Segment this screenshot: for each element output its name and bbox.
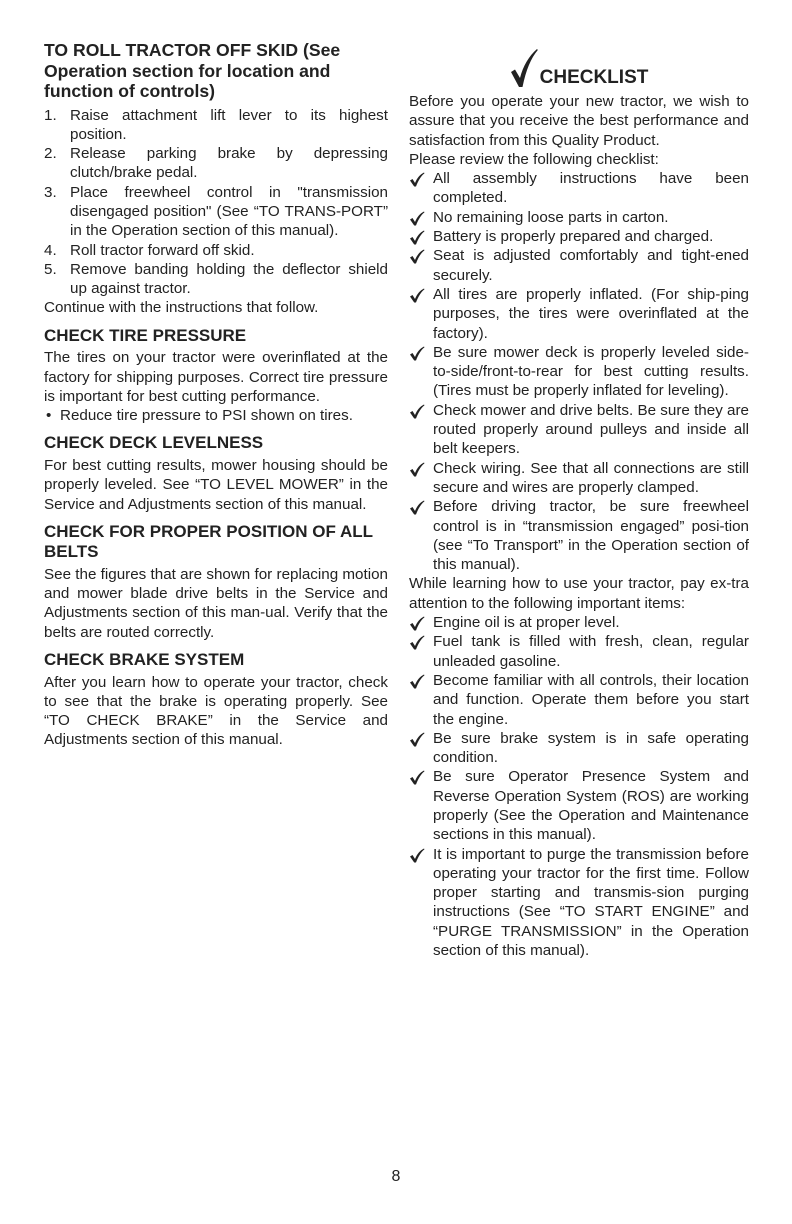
- step-number: 3.: [44, 183, 57, 201]
- item-text: Check wiring. See that all connections are still secure and wires are properly clamped.: [433, 459, 749, 496]
- left-column: [44, 40, 388, 750]
- tire-pressure-heading: CHECK TIRE PRESSURE: [44, 325, 247, 345]
- belts-heading: CHECK FOR PROPER POSITION OF ALL BELTS: [44, 521, 373, 562]
- checkmark-icon: [409, 346, 425, 361]
- checkmark-icon: [409, 249, 425, 264]
- item-text: Before driving tractor, be sure freewheel control is in “transmission engaged” posi-tion (see “To Transport” in the Operation section of this manual).: [433, 498, 749, 574]
- learning-items: [409, 613, 749, 960]
- list-item: [409, 613, 749, 632]
- list-item: [409, 246, 749, 285]
- item-text: Be sure mower deck is properly leveled side-to-side/front-to-rear for best cutting results. (Tires must be properly inflated for leveling).: [433, 343, 749, 400]
- checkmark-icon: [409, 770, 425, 785]
- list-item: [44, 183, 388, 241]
- checkmark-icon: [409, 616, 425, 631]
- brake-heading: CHECK BRAKE SYSTEM: [44, 650, 245, 670]
- checkmark-icon: [409, 848, 425, 863]
- checkmark-icon: [409, 732, 425, 747]
- step-number: 1.: [44, 106, 57, 124]
- list-item: [409, 208, 749, 227]
- list-item: [409, 632, 749, 671]
- item-text: Fuel tank is filled with fresh, clean, regular unleaded gasoline.: [433, 633, 749, 670]
- checklist-intro: Before you operate your new tractor, we wish to assure that you receive the best performance and satisfaction from this Quality Product.: [409, 93, 749, 149]
- item-text: Be sure Operator Presence System and Reverse Operation System (ROS) are working properly (See the Operation and Maintenance sections in this manual).: [433, 768, 749, 844]
- checkmark-icon: [409, 635, 425, 650]
- roll-tractor-heading: TO ROLL TRACTOR OFF SKID (See Operation section for location and function of controls): [44, 40, 341, 101]
- item-text: Be sure brake system is in safe operating condition.: [433, 729, 749, 767]
- deck-levelness-heading: CHECK DECK LEVELNESS: [44, 433, 264, 453]
- checkmark-icon: [510, 48, 538, 88]
- checklist-title-text: CHECKLIST: [539, 67, 649, 88]
- list-item: [409, 343, 749, 401]
- list-item: [44, 241, 388, 260]
- item-text: No remaining loose parts in carton.: [433, 208, 669, 226]
- checklist-items: [409, 169, 749, 574]
- checkmark-icon: [409, 462, 425, 477]
- list-item: [409, 285, 749, 343]
- list-item: [409, 459, 749, 498]
- list-item: [409, 401, 749, 459]
- step-text: Remove banding holding the deflector shield up against tractor.: [70, 260, 388, 298]
- item-text: Seat is adjusted comfortably and tight-ened securely.: [433, 247, 749, 284]
- tire-pressure-text: The tires on your tractor were overinflated at the factory for shipping purposes. Correct tire pressure is important for best cutting performance.: [44, 349, 388, 405]
- item-text: Check mower and drive belts. Be sure they are routed properly around pulleys and inside all belt keepers.: [433, 401, 749, 458]
- list-item: [44, 260, 388, 299]
- bullet-icon: •: [46, 407, 52, 425]
- item-text: Become familiar with all controls, their location and function. Operate them before you start the engine.: [433, 671, 749, 728]
- step-text: Raise attachment lift lever to its highest position.: [70, 106, 388, 143]
- step-text: Release parking brake by depressing clutch/brake pedal.: [70, 145, 388, 182]
- page-number: 8: [391, 1168, 401, 1185]
- checkmark-icon: [409, 404, 425, 419]
- item-text: Battery is properly prepared and charged.: [433, 228, 714, 246]
- step-text: Place freewheel control in "transmission disengaged position" (See “TO TRANS-PORT” in the Operation section of this manual).: [70, 183, 388, 240]
- list-item: [409, 729, 749, 768]
- item-text: All tires are properly inflated. (For ship-ping purposes, the tires were overinflated at the factory).: [433, 285, 749, 342]
- tire-pressure-bullet: [44, 406, 388, 425]
- step-text: Roll tractor forward off skid.: [70, 241, 255, 259]
- checkmark-icon: [409, 211, 425, 226]
- item-text: It is important to purge the transmission before operating your tractor for the first time. Follow proper starting and transmis-sion purging instructions (See “TO START ENGINE” and “PURGE TRANSMISSION” in the Operation section of this manual).: [433, 845, 749, 960]
- list-item: [409, 497, 749, 574]
- list-item: [409, 671, 749, 729]
- checkmark-icon: [409, 288, 425, 303]
- item-text: All assembly instructions have been completed.: [433, 170, 749, 207]
- checkmark-icon: [409, 230, 425, 245]
- item-text: Engine oil is at proper level.: [433, 614, 620, 632]
- step-number: 2.: [44, 145, 57, 163]
- checkmark-icon: [409, 172, 425, 187]
- list-item: [409, 227, 749, 246]
- list-item: [44, 144, 388, 183]
- checkmark-icon: [409, 674, 425, 689]
- brake-text: After you learn how to operate your tractor, check to see that the brake is operating properly. See “TO CHECK BRAKE” in the Service and Adjustments section of this manual.: [44, 673, 388, 749]
- list-item: [409, 767, 749, 844]
- list-item: [44, 106, 388, 145]
- list-item: [409, 169, 749, 208]
- belts-text: See the figures that are shown for replacing motion and mower blade drive belts in the Service and Adjustments section of this man-ual. Verify that the belts are routed correctly.: [44, 565, 388, 641]
- roll-steps-list: [44, 106, 388, 299]
- checklist-title: [409, 46, 749, 88]
- step-number: 4.: [44, 241, 57, 259]
- list-item: [409, 845, 749, 961]
- step-number: 5.: [44, 260, 57, 278]
- checklist-review: Please review the following checklist:: [409, 150, 659, 168]
- right-column: [409, 40, 749, 960]
- checkmark-icon: [409, 500, 425, 515]
- deck-levelness-text: For best cutting results, mower housing should be properly leveled. See “TO LEVEL MOWER” in the Service and Adjustments section of this manual.: [44, 456, 388, 513]
- bullet-text: Reduce tire pressure to PSI shown on tires.: [60, 407, 353, 425]
- continue-text: Continue with the instructions that follow.: [44, 299, 319, 317]
- learning-text: While learning how to use your tractor, pay ex-tra attention to the following important items:: [409, 575, 749, 612]
